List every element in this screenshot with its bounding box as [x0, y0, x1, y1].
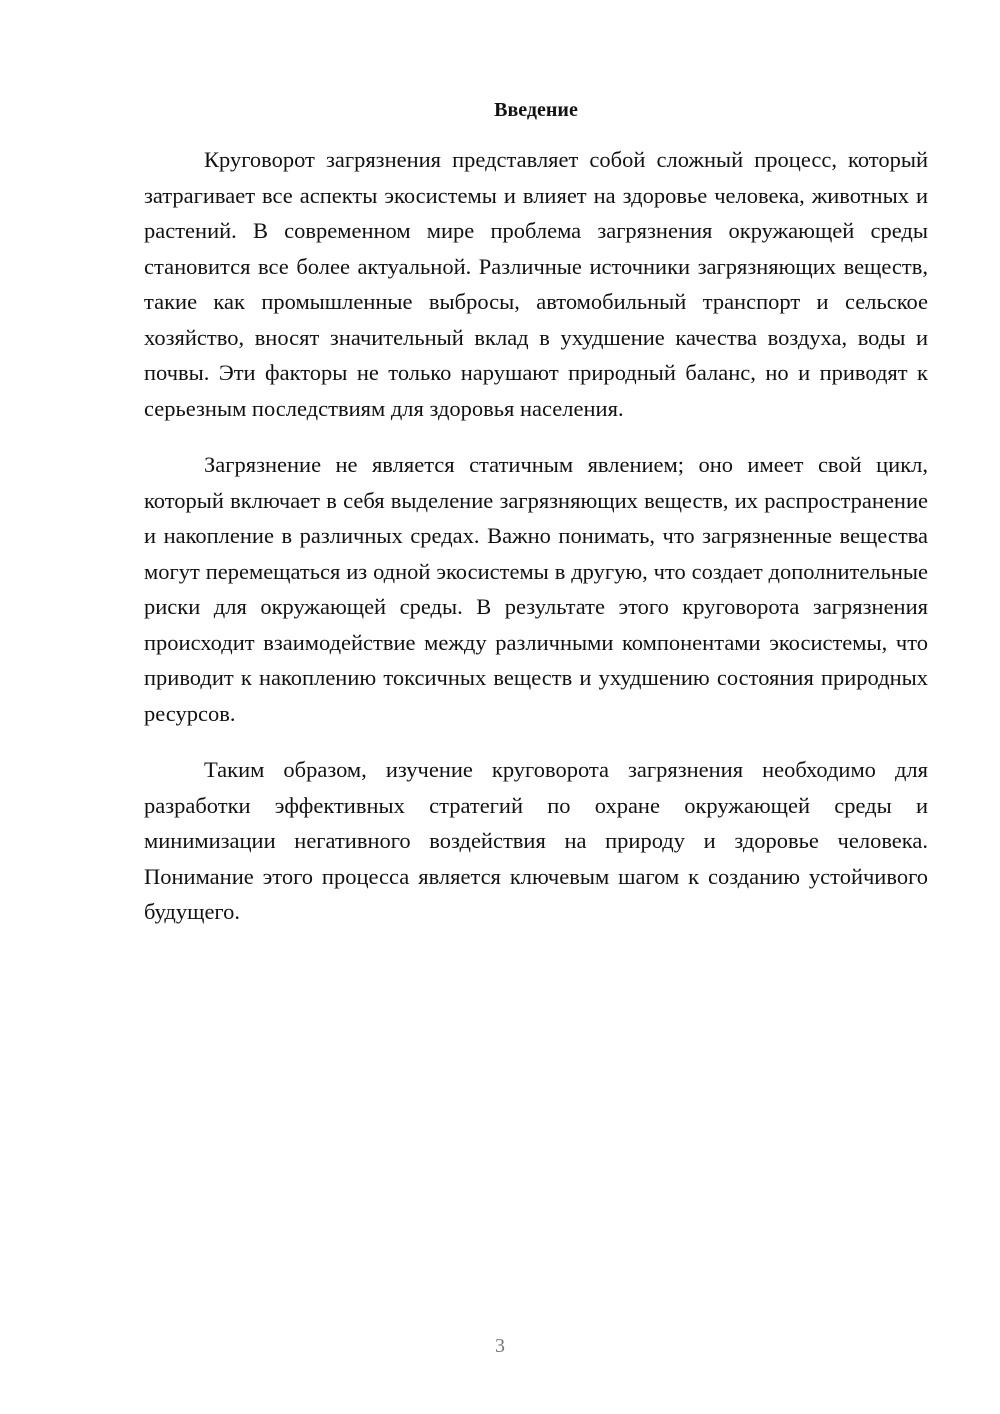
body-text	[144, 142, 928, 951]
page-number: 3	[495, 1335, 505, 1357]
paragraph-1: Круговорот загрязнения представляет собой сложный процесс, который затрагивает все аспекты экосистемы и влияет на здоровье человека, животных и растений. В современном мире проблема загрязнения окружающей среды становится все более актуальной. Различные источники загрязняющих веществ, такие как промышленные выбросы, автомобильный транспорт и сельское хозяйство, вносят значительный вклад в ухудшение качества воздуха, воды и почвы. Эти факторы не только нарушают природный баланс, но и приводят к серьезным последствиям для здоровья населения.	[144, 147, 928, 421]
paragraph-2: Загрязнение не является статичным явлением; оно имеет свой цикл, который включает в себя выделение загрязняющих веществ, их распространение и накопление в различных средах. Важно понимать, что загрязненные вещества могут перемещаться из одной экосистемы в другую, что создает дополнительные риски для окружающей среды. В результате этого круговорота загрязнения происходит взаимодействие между различными компонентами экосистемы, что приводит к накоплению токсичных веществ и ухудшению состояния природных ресурсов.	[144, 452, 928, 726]
paragraph-3: Таким образом, изучение круговорота загрязнения необходимо для разработки эффективных стратегий по охране окружающей среды и минимизации негативного воздействия на природу и здоровье человека. Понимание этого процесса является ключевым шагом к созданию устойчивого будущего.	[144, 757, 928, 924]
section-title: Введение	[494, 99, 578, 121]
